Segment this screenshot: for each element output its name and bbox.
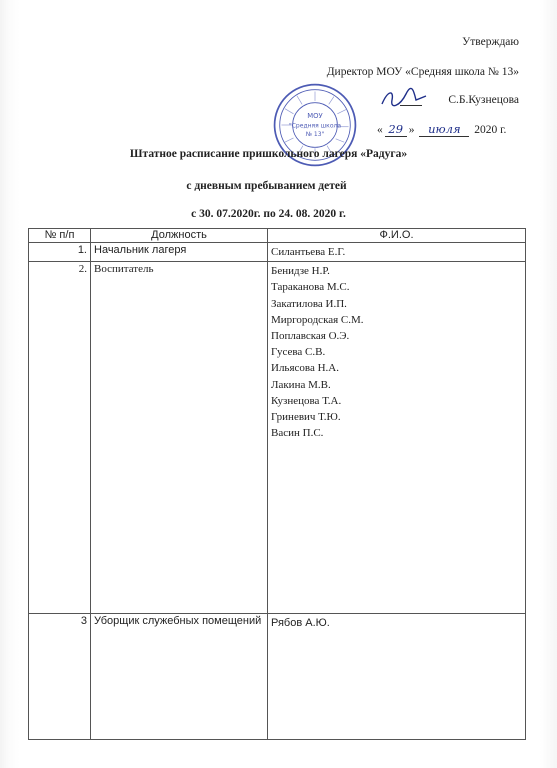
table-row [29,243,526,262]
staff-name: Гриневич Т.Ю. [271,411,341,424]
header-fio: Ф.И.О. [268,229,526,243]
staff-name: Васин П.С. [271,427,324,440]
row-position: Уборщик служебных помещений [91,614,268,740]
row-number: 3 [29,614,91,740]
document-title-line-1: Штатное расписание пришкольного лагеря «Радуга» [129,148,408,160]
approval-word: Утверждаю [462,36,519,48]
row-number: 1. [29,243,91,262]
table-row [29,262,526,614]
row-number: 2. [29,262,91,614]
row-names [268,614,526,740]
staff-name: Лакина М.В. [271,378,331,391]
stamp-center-line-2: "Средняя школа [288,122,342,130]
row-names [268,243,526,262]
approval-signer: С.Б.Кузнецова [448,94,519,106]
staff-name: Силантьева Е.Г. [271,246,346,258]
row-position: Воспитатель [91,262,268,614]
staff-name: Кузнецова Т.А. [271,394,342,407]
staff-name: Рябов А.Ю. [271,617,330,630]
staff-name: Миргородская С.М. [271,313,364,326]
approval-date: « 29 » июля 2020 г. [377,122,507,136]
table-header-row [29,229,526,243]
header-number: № п/п [29,229,91,243]
table-row [29,614,526,740]
date-year: 2020 г. [474,124,507,136]
approval-director: Директор МОУ «Средняя школа № 13» [326,66,519,78]
document-title-line-2: с дневным пребыванием детей [186,180,347,192]
staff-name: Тараканова М.С. [271,281,350,294]
staff-table [28,228,526,740]
staff-name: Поплавская О.Э. [271,330,350,343]
date-day: 29 [385,122,407,137]
row-position: Начальник лагеря [91,243,268,262]
document-title-line-3: с 30. 07.2020г. по 24. 08. 2020 г. [191,208,346,220]
staff-name: Бенидзе Н.Р. [271,265,330,278]
staff-name: Ильясова Н.А. [271,362,339,375]
signature-icon [380,86,428,110]
row-names [268,262,526,614]
stamp-center-line-1: МОУ [307,112,323,121]
stamp-center-line-3: № 13" [305,131,325,139]
date-month: июля [419,122,469,137]
header-position: Должность [91,229,268,243]
staff-name: Гусева С.В. [271,346,326,359]
staff-name: Закатилова И.П. [271,297,347,310]
